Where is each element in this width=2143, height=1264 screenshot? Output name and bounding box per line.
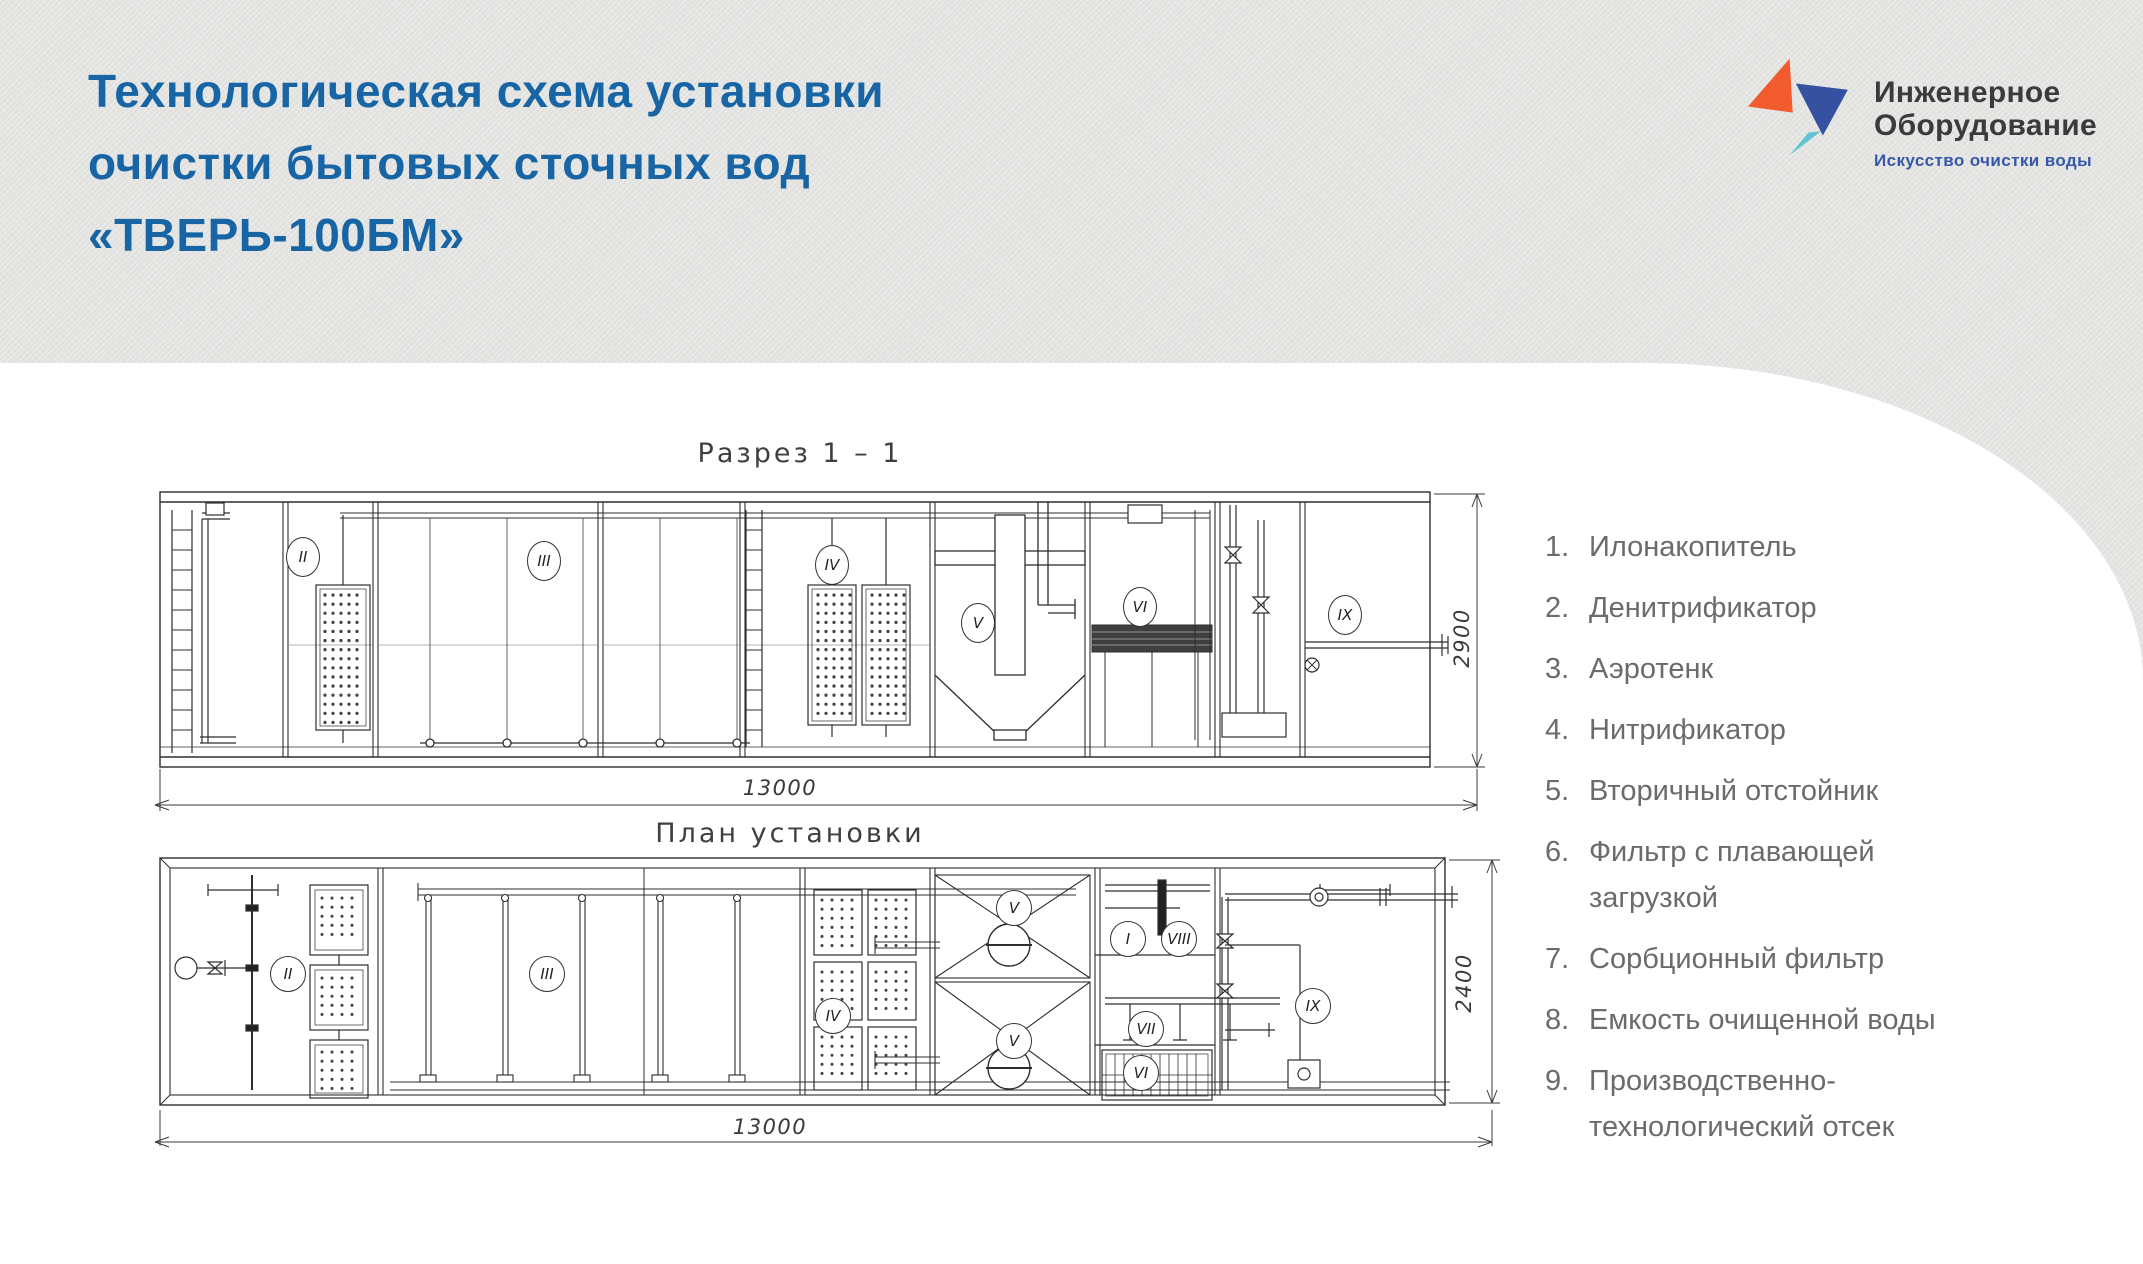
logo-name-line-1: Инженерное <box>1874 76 2061 109</box>
plan-view-title: План установки <box>655 818 925 849</box>
legend-item-text: Сорбционный фильтр <box>1589 943 1885 975</box>
legend-item-number: 2. <box>1545 592 1570 624</box>
section-view-title: Разрез 1 – 1 <box>697 438 903 469</box>
section-marker-IV: IV <box>815 545 849 585</box>
legend-item <box>1545 1058 1961 1150</box>
plan-marker-V-1: V <box>996 890 1032 926</box>
legend-item <box>1545 707 1961 753</box>
section-marker-III: III <box>527 541 561 581</box>
plan-marker-VI: VI <box>1123 1055 1159 1091</box>
legend-item-text: Фильтр с плавающей загрузкой <box>1589 836 1875 914</box>
legend-item-text: Вторичный отстойник <box>1589 775 1879 807</box>
logo-pinwheel-icon <box>1748 58 1852 158</box>
legend-item-number: 4. <box>1545 714 1570 746</box>
legend-item-text: Производственно-технологический отсек <box>1589 1065 1895 1143</box>
legend-item <box>1545 936 1961 982</box>
section-length-dimension: 13000 <box>742 776 818 800</box>
plan-marker-V-2: V <box>996 1023 1032 1059</box>
legend-item <box>1545 524 1961 570</box>
legend-item-text: Нитрификатор <box>1589 714 1786 746</box>
page-title-line-2: очистки бытовых сточных вод <box>88 137 811 189</box>
legend-item <box>1545 997 1961 1043</box>
plan-marker-VII: VII <box>1128 1011 1164 1047</box>
legend-item <box>1545 585 1961 631</box>
section-marker-V: V <box>961 603 995 643</box>
plan-view-drawing <box>140 850 1500 1150</box>
plan-marker-IX: IX <box>1295 988 1331 1024</box>
section-marker-II: II <box>286 537 320 577</box>
section-marker-IX: IX <box>1328 595 1362 635</box>
legend-item-number: 5. <box>1545 775 1570 807</box>
page-title-line-1: Технологическая схема установки <box>88 65 885 117</box>
legend-item-number: 8. <box>1545 1004 1570 1036</box>
legend-list <box>1545 524 1961 1165</box>
legend-item-text: Денитрификатор <box>1589 592 1817 624</box>
section-view-drawing <box>140 485 1490 815</box>
legend-item-number: 9. <box>1545 1065 1570 1097</box>
legend-item-number: 7. <box>1545 943 1570 975</box>
section-marker-VI: VI <box>1123 587 1157 627</box>
logo-name-line-2: Оборудование <box>1874 109 2098 142</box>
plan-length-dimension: 13000 <box>732 1115 808 1139</box>
legend-item-text: Емкость очищенной воды <box>1589 1004 1936 1036</box>
plan-marker-VIII: VIII <box>1161 921 1197 957</box>
legend-item-number: 6. <box>1545 836 1570 868</box>
plan-marker-I: I <box>1110 921 1146 957</box>
logo-text <box>1874 58 2097 171</box>
page-title <box>88 55 884 271</box>
company-logo <box>1748 58 2097 171</box>
legend-item-text: Аэротенк <box>1589 653 1714 685</box>
plan-marker-IV: IV <box>815 998 851 1034</box>
legend-item <box>1545 646 1961 692</box>
section-height-dimension: 2900 <box>1450 608 1474 668</box>
legend-item-text: Илонакопитель <box>1589 531 1797 563</box>
legend-item-number: 1. <box>1545 531 1570 563</box>
legend-item-number: 3. <box>1545 653 1570 685</box>
plan-marker-III: III <box>529 956 565 992</box>
logo-tagline: Искусство очистки воды <box>1874 151 2093 170</box>
legend-item <box>1545 829 1961 921</box>
legend-item <box>1545 768 1961 814</box>
plan-marker-II: II <box>270 956 306 992</box>
plan-height-dimension: 2400 <box>1452 953 1476 1013</box>
section-view-image <box>140 485 1490 815</box>
page-title-line-3: «ТВЕРЬ-100БМ» <box>88 209 465 261</box>
